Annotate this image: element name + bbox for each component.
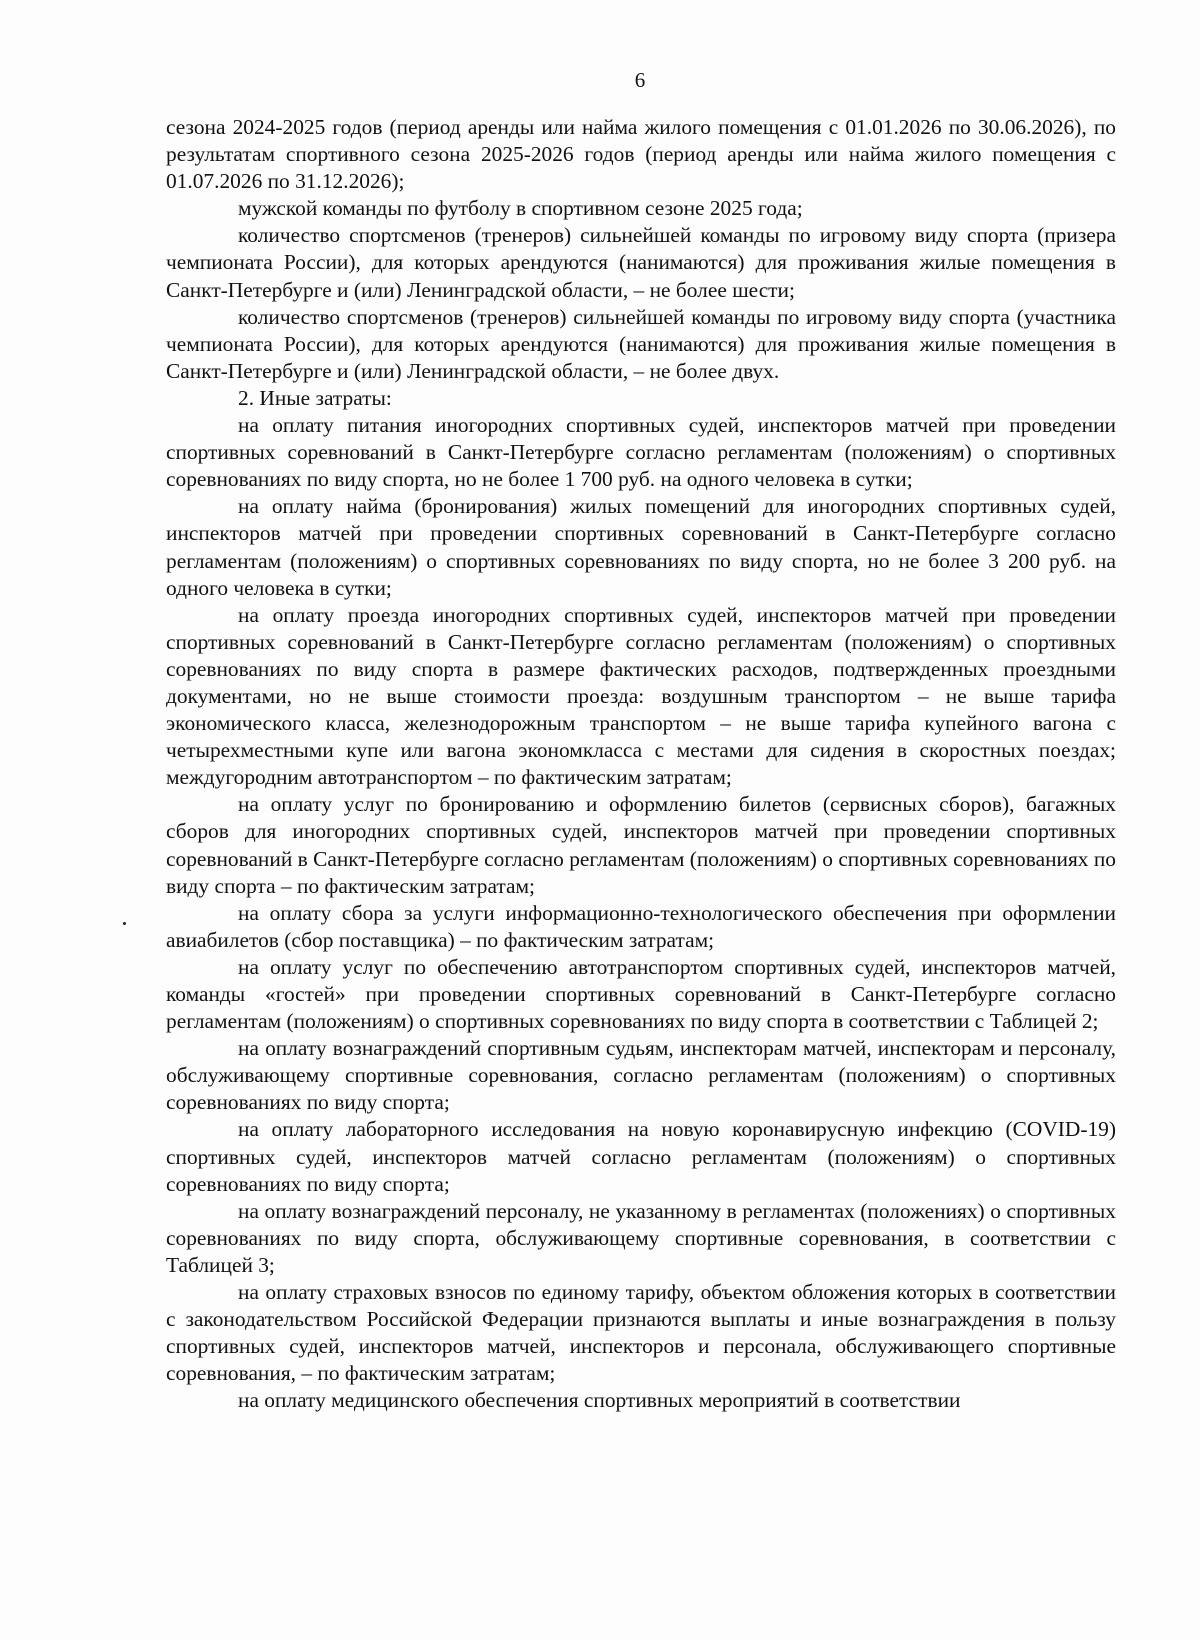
paragraph: на оплату питания иногородних спортивных судей, инспекторов матчей при проведении спортивных соревнований в Санкт-Петербурге согласно регламентам (положениям) о спортивных соревнованиях по виду спорта, но не более 1 700 руб. на одного человека в сутки; [166, 413, 1116, 492]
paragraph: на оплату проезда иногородних спортивных судей, инспекторов матчей при проведении спортивных соревнований в Санкт-Петербурге согласно регламентам (положениям) о спортивных соревнованиях по виду спорта в размере фактических расходов, подтвержденных проездными документами, но не выше стоимости проезда: воздушным транспортом – не выше тарифа экономического класса, железнодорожным транспортом – не выше тарифа купейного вагона с четырехместными купе или вагона экономкласса с местами для сидения в скоростных поездах; междугородним автотранспортом – по фактическим затратам; [166, 602, 1116, 790]
document-body [166, 114, 1116, 1415]
page-number: 6 [634, 68, 646, 92]
paragraph: количество спортсменов (тренеров) сильнейшей команды по игровому виду спорта (призера чемпионата России), для которых арендуются (нанимаются) для проживания жилые помещения в Санкт-Петербурге и (или) Ленинградской области, – не более шести; [166, 223, 1116, 302]
paragraph: мужской команды по футболу в спортивном сезоне 2025 года; [238, 196, 803, 221]
paragraph: на оплату услуг по бронированию и оформлению билетов (сервисных сборов), багажных сборов для иногородних спортивных судей, инспекторов матчей при проведении спортивных соревнований в Санкт-Петербурге согласно регламентам (положениям) о спортивных соревнованиях по виду спорта – по фактическим затратам; [166, 792, 1116, 898]
paragraph: на оплату лабораторного исследования на новую коронавирусную инфекцию (COVID-19) спортивных судей, инспекторов матчей согласно регламентам (положениям) о спортивных соревнованиях по виду спорта; [166, 1117, 1116, 1196]
section-heading: 2. Иные затраты: [238, 385, 392, 410]
paragraph: количество спортсменов (тренеров) сильнейшей команды по игровому виду спорта (участника чемпионата России), для которых арендуются (нанимаются) для проживания жилые помещения в Санкт-Петербурге и (или) Ленинградской области, – не более двух. [166, 304, 1116, 383]
paragraph: на оплату вознаграждений персоналу, не указанному в регламентах (положениях) о спортивных соревнованиях по виду спорта, обслуживающему спортивные соревнования, в соответствии с Таблицей 3; [166, 1198, 1116, 1277]
scan-speck [123, 922, 126, 925]
paragraph: на оплату страховых взносов по единому тарифу, объектом обложения которых в соответствии с законодательством Российской Федерации признаются выплаты и иные вознаграждения в пользу спортивных судей, инспекторов матчей, инспекторов и персонала, обслуживающего спортивные соревнования, – по фактическим затратам; [166, 1280, 1116, 1386]
paragraph: на оплату вознаграждений спортивным судьям, инспекторам матчей, инспекторам и персоналу, обслуживающему спортивные соревнования, согласно регламентам (положениям) о спортивных соревнованиях по виду спорта; [166, 1036, 1116, 1115]
paragraph: на оплату найма (бронирования) жилых помещений для иногородних спортивных судей, инспекторов матчей при проведении спортивных соревнований в Санкт-Петербурге согласно регламентам (положениям) о спортивных соревнованиях по виду спорта, но не более 3 200 руб. на одного человека в сутки; [166, 494, 1116, 600]
paragraph: на оплату сбора за услуги информационно-технологического обеспечения при оформлении авиабилетов (сбор поставщика) – по фактическим затратам; [166, 900, 1116, 952]
paragraph: сезона 2024-2025 годов (период аренды или найма жилого помещения с 01.01.2026 по 30.06.2026), по результатам спортивного сезона 2025-2026 годов (период аренды или найма жилого помещения с 01.07.2026 по 31.12.2026); [166, 115, 1116, 194]
paragraph: на оплату медицинского обеспечения спортивных мероприятий в соответствии [238, 1388, 961, 1413]
paragraph: на оплату услуг по обеспечению автотранспортом спортивных судей, инспекторов матчей, команды «гостей» при проведении спортивных соревнований в Санкт-Петербурге согласно регламентам (положениям) о спортивных соревнованиях по виду спорта в соответствии с Таблицей 2; [166, 954, 1116, 1034]
